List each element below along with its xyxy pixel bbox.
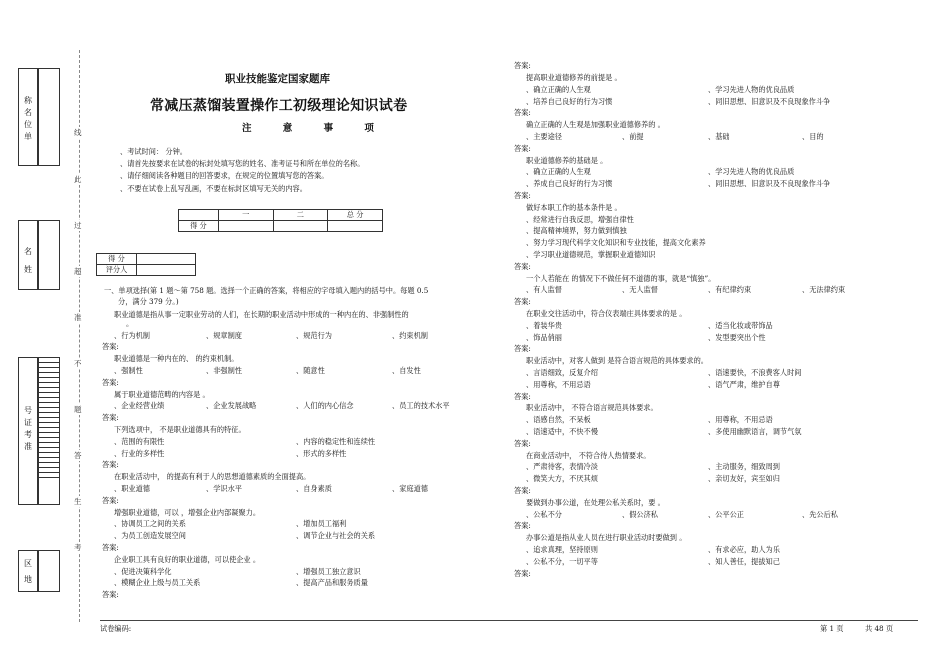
page-number: 第 1 页 [820,624,844,633]
score-header-total: 总 分 [328,210,383,221]
option[interactable]: 、提高产品和服务质量 [296,578,368,588]
option[interactable]: 、无人监督 [622,285,658,295]
cut-char: 考 [74,543,82,552]
option[interactable]: 、发型要突出个性 [708,332,766,342]
option[interactable]: 、模糊企业上级与员工关系 [114,578,201,588]
option[interactable]: 、规范行为 [296,330,332,340]
option[interactable]: 、先公后私 [802,509,838,519]
question-stem: 职业道德是一种内在的、 的约束机制。 [114,354,239,364]
grader-name-cell[interactable] [137,265,196,276]
cut-char: 题 [74,405,82,414]
option[interactable]: 、家庭道德 [392,484,428,493]
option[interactable]: 、强制性 [114,366,143,375]
option[interactable]: 、行业的多样性 [114,448,165,458]
answer-label: 答案: [102,460,119,470]
option[interactable]: 、用尊称，不用忌语 [708,415,773,425]
answer-label: 答案: [102,342,119,352]
answer-label: 答案: [514,438,531,448]
option[interactable]: 、企业发展战略 [206,401,257,411]
option[interactable]: 、知人善任，提拔知己 [708,556,780,566]
option[interactable]: 、主要途径 [526,132,562,141]
answer-label: 答案: [102,590,119,600]
option[interactable]: 、假公济私 [622,509,658,519]
cut-char: 此 [74,175,82,184]
score-row-label: 得 分 [179,221,219,232]
option[interactable]: 、亲切友好，宾至如归 [708,474,780,484]
option[interactable]: 、确立正确的人生观 [526,167,591,177]
cut-char: 不 [74,359,82,368]
footer-rule [100,620,918,621]
cut-char: 生 [74,497,82,506]
option[interactable]: 、形式的多样性 [296,448,347,458]
exam-id-label: 号证考准 [24,406,32,451]
question-stem: 属于职业道德范畴的内容是 。 [114,389,210,399]
option[interactable]: 、培养自己良好的行为习惯 [526,96,613,106]
cut-char: 准 [74,313,82,322]
question-stem: 在商业活动中， 不符合待人热情要求。 [526,450,651,460]
answer-label: 答案: [514,486,531,495]
question-stem: 确立正确的人生观是加强职业道德修养的 。 [526,120,665,130]
option[interactable]: 、职业道德 [114,484,150,493]
option[interactable]: 、增强员工独立意识 [296,566,361,576]
option[interactable]: 、人们的内心信念 [296,401,354,411]
option[interactable]: 、适当化妆或带饰品 [708,320,773,330]
option[interactable]: 、为员工创造发展空间 [114,531,186,541]
answer-label: 答案: [514,521,531,531]
option[interactable]: 、范围的有限性 [114,436,165,446]
option[interactable]: 、自发性 [392,366,421,375]
option[interactable]: 、努力学习现代科学文化知识和专业技能，提高文化素养 [526,238,706,248]
question-stem: 职业道德修养的基础是 。 [526,155,608,165]
score-header-blank [179,210,219,221]
name-label: 名姓 [24,247,32,274]
question-stem: 在职业活动中， 的提高有利于人的思想道德素质的全面提高。 [114,472,311,482]
cut-char: 线 [74,128,82,137]
page-total: 共 48 页 [865,624,894,633]
section-instruction-cont: 分，满分 379 分。) [118,297,179,306]
note-item: 、考试时间： 分钟。 [120,147,187,156]
option[interactable]: 、语感自然，不呆板 [526,415,591,425]
option[interactable]: 、着装华贵 [526,320,562,330]
option[interactable]: 、约束机制 [392,330,428,340]
answer-label: 答案: [102,413,119,423]
option[interactable]: 、追求真理，坚持原则 [526,545,598,554]
unit-field[interactable] [38,68,60,166]
answer-label: 答案: [514,191,531,200]
answer-label: 答案: [514,143,531,153]
answer-label: 答案: [514,297,531,307]
option[interactable]: 、有求必应，助人为乐 [708,545,780,554]
note-item: 、请首先按要求在试卷的标封处填写您的姓名、准考证号和所在单位的名称。 [120,159,365,168]
option[interactable]: 、增加员工福利 [296,519,347,529]
question-stem: 职业活动中，对客人做到 是符合语言规范的具体要求的。 [526,356,708,366]
option[interactable]: 、饰品俏丽 [526,332,562,342]
option[interactable]: 、严肃待客，表情冷淡 [526,462,598,472]
question-stem: 一个人若能在 的情况下不做任何不道德的事，就是“慎独”。 [526,273,716,283]
option[interactable]: 、基础 [708,132,730,141]
answer-label: 答案: [514,108,531,118]
score-cell[interactable] [273,221,328,232]
option[interactable]: 、语速要快，不浪费客人时间 [708,368,802,377]
answer-label: 答案: [514,261,531,271]
page-title: 常减压蒸馏装置操作工初级理论知识试卷 [150,98,408,114]
question-stem: 提高职业道德修养的前提是 。 [526,73,622,82]
score-cell[interactable] [218,221,273,232]
region-field[interactable] [38,550,60,592]
question-stem: 在职业交往活动中，符合仪表端庄具体要求的是 。 [526,309,687,318]
option[interactable]: 、学习先进人物的优良品质 [708,167,795,177]
note-item: 、不要在试卷上乱写乱画，不要在标封区填写无关的内容。 [120,184,307,193]
cut-char: 过 [74,221,82,230]
option[interactable]: 、提高精神境界，努力做到慎独 [526,226,627,236]
question-stem: 要做到办事公道，在处理公私关系时，要 。 [526,497,665,507]
section-instruction: 一、单项选择(第 1 题～第 758 题。选择一个正确的答案，将相应的字母填入题内的括号中。每题 0.5 [104,286,429,295]
option[interactable]: 、自身素质 [296,484,332,493]
answer-label: 答案: [514,568,531,578]
paper-code-label: 试卷编码: [100,624,132,633]
question-stem-cont: 。 [126,318,134,328]
option[interactable]: 、同旧思想、旧意识及不良现象作斗争 [708,179,831,189]
option[interactable]: 、公平公正 [708,509,744,519]
option[interactable]: 、有纪律约束 [708,285,752,295]
option[interactable]: 、微笑大方，不厌其烦 [526,474,598,484]
question-stem: 职业活动中， 不符合语言规范具体要求。 [526,403,658,413]
option[interactable]: 、多使用幽默语言，调节气氛 [708,427,802,436]
option[interactable]: 、确立正确的人生观 [526,84,591,94]
option[interactable]: 、协调员工之间的关系 [114,519,186,529]
option[interactable]: 、经常进行自我反思，增强自律性 [526,214,634,224]
option[interactable]: 、行为机制 [114,330,150,340]
grader-name-label: 评分人 [97,265,137,276]
option[interactable]: 、规章制度 [206,330,242,340]
option[interactable]: 、学习先进人物的优良品质 [708,84,795,94]
grader-score-cell[interactable] [137,254,196,265]
question-stem: 企业职工具有良好的职业道德，可以使企业 。 [114,554,261,564]
option[interactable]: 、内容的稳定性和连续性 [296,436,376,446]
option[interactable]: 、语气严肃，维护自尊 [708,379,780,389]
option[interactable]: 、语速适中，不快不慢 [526,427,598,436]
notes-heading: 注 意 事 项 [242,123,388,134]
answer-label: 答案: [514,391,531,401]
score-header-part1: 一 [218,210,273,221]
note-item: 、请仔细阅读各种题目的回答要求，在规定的位置填写您的答案。 [120,171,329,180]
exam-id-field[interactable] [38,357,60,505]
option[interactable]: 、企业经营业绩 [114,401,165,411]
option[interactable]: 、主动服务，细致周到 [708,462,780,472]
name-field[interactable] [38,220,60,290]
option[interactable]: 、目的 [802,132,824,141]
answer-label: 答案: [102,543,119,552]
region-label: 区地 [24,559,32,584]
option[interactable]: 、前提 [622,132,644,141]
option[interactable]: 、促进决策科学化 [114,566,172,576]
grader-score-label: 得 分 [97,254,137,265]
option[interactable]: 、养成自己良好的行为习惯 [526,179,613,189]
answer-label: 答案: [514,61,531,70]
score-header-part2: 二 [273,210,328,221]
option[interactable]: 、学识水平 [206,484,242,493]
option[interactable]: 、公私不分，一切平等 [526,556,598,566]
question-stem: 做好本职工作的基本条件是 。 [526,202,622,212]
question-stem: 增强职业道德，可以 ，增强企业内部凝聚力。 [114,507,261,517]
option[interactable]: 、调节企业与社会的关系 [296,531,376,541]
option[interactable]: 、非强制性 [206,366,242,375]
option[interactable]: 、无法律约束 [802,285,846,295]
option[interactable]: 、有人监督 [526,285,562,295]
unit-label: 称名位单 [24,96,32,141]
option[interactable]: 、随意性 [296,366,325,375]
option[interactable]: 、公私不分 [526,509,562,519]
option[interactable]: 、学习职业道德规范，掌握职业道德知识 [526,250,656,259]
score-cell[interactable] [328,221,383,232]
grader-table [96,253,196,276]
option[interactable]: 、用尊称，不用忌语 [526,379,591,389]
question-stem: 职业道德是指从事一定职业劳动的人们，在长期的职业活动中形成的一种内在的、非强制性的 [114,310,409,319]
question-stem: 下列选项中， 不是职业道德具有的特征。 [114,425,246,434]
answer-label: 答案: [514,344,531,354]
answer-label: 答案: [102,495,119,505]
question-stem: 办事公道是指从业人员在进行职业活动时要做到 。 [526,533,687,543]
option[interactable]: 、同旧思想、旧意识及不良现象作斗争 [708,96,831,106]
option[interactable]: 、言语细致，反复介绍 [526,368,598,377]
answer-label: 答案: [102,377,119,387]
cut-char: 答 [74,451,82,460]
score-table [178,209,383,232]
cut-char: 超 [74,267,82,276]
question-bank-title: 职业技能鉴定国家题库 [225,73,330,85]
option[interactable]: 、员工的技术水平 [392,401,450,411]
